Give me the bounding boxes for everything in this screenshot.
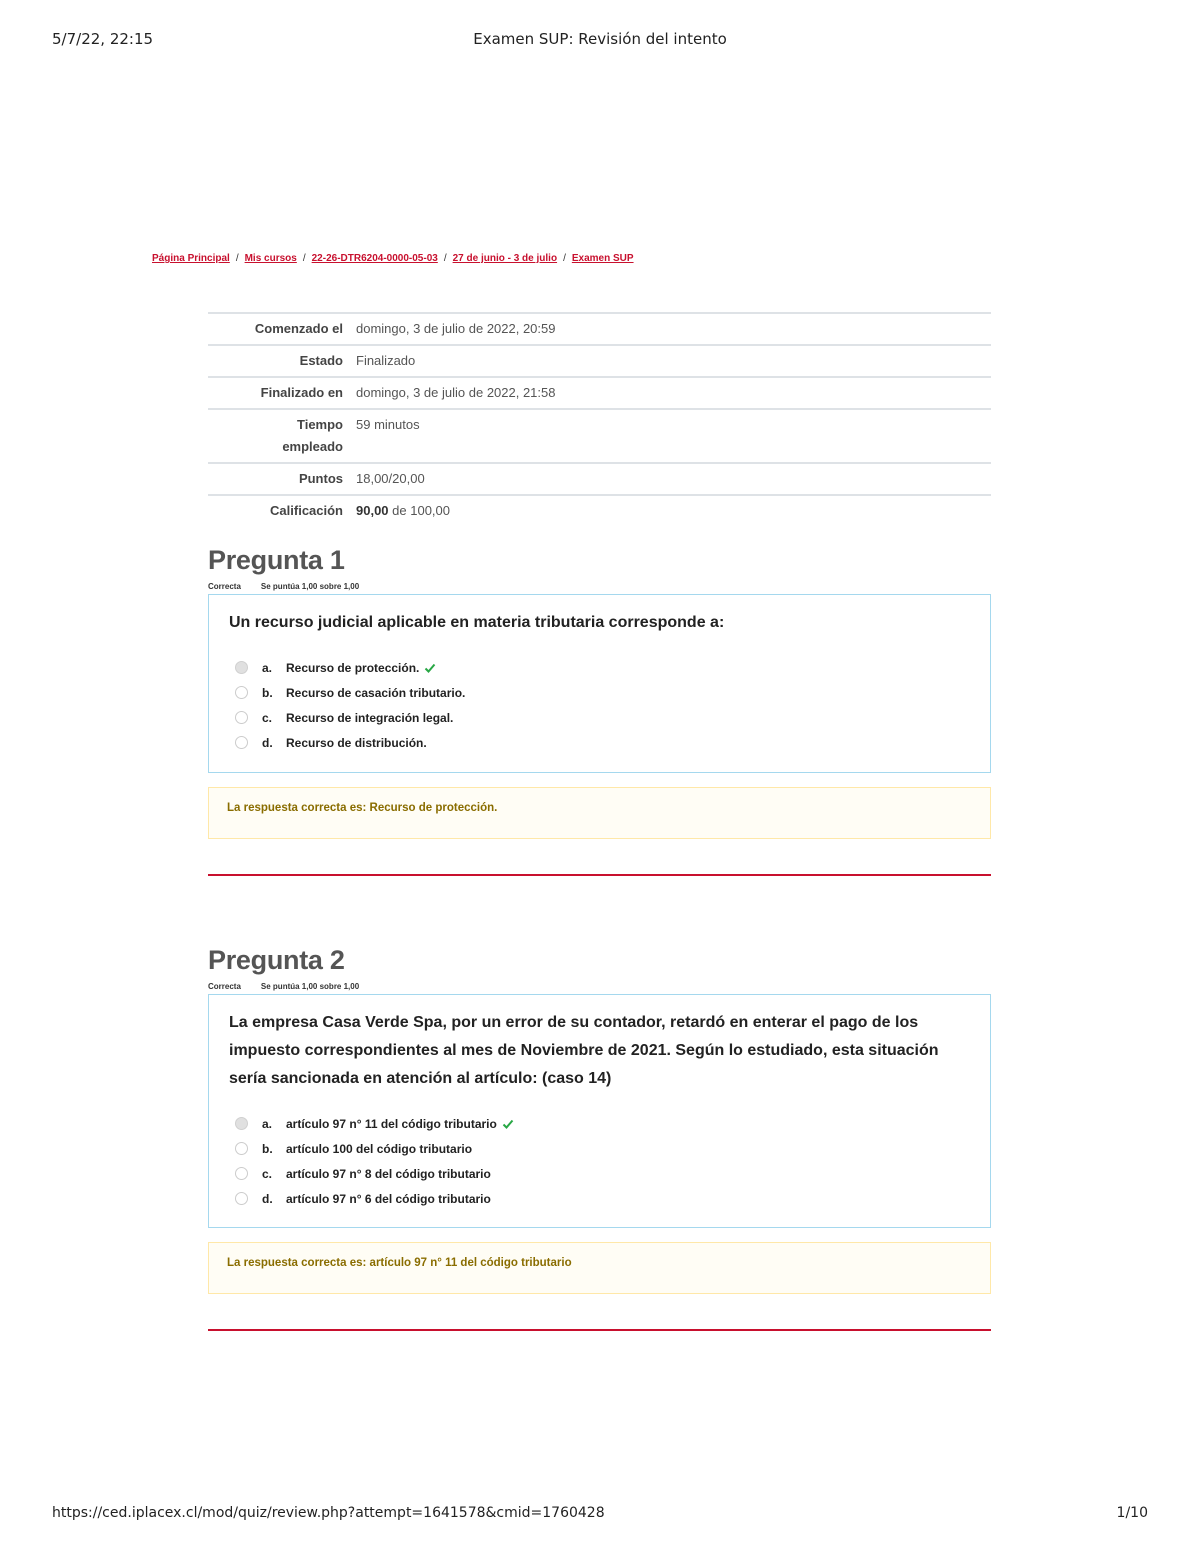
- breadcrumb-section[interactable]: 27 de junio - 3 de julio: [452, 253, 558, 264]
- started-label: Comenzado el: [208, 313, 350, 345]
- question-title: Pregunta 1: [208, 545, 345, 575]
- print-footer: [0, 1505, 1200, 1525]
- answer-text: Recurso de integración legal.: [286, 710, 454, 725]
- answer-list: [229, 655, 970, 755]
- answer-letter: b.: [262, 1141, 273, 1156]
- started-value: domingo, 3 de julio de 2022, 20:59: [350, 313, 991, 345]
- answer-letter: c.: [262, 1166, 273, 1181]
- time-value: 59 minutos: [350, 409, 991, 463]
- breadcrumb: [152, 253, 634, 264]
- question-status: Correcta: [208, 582, 241, 591]
- radio-button[interactable]: [235, 711, 248, 724]
- breadcrumb-course[interactable]: 22-26-DTR6204-0000-05-03: [311, 253, 438, 264]
- answer-option-c: [229, 705, 970, 730]
- summary-row-finished: [208, 377, 991, 409]
- breadcrumb-home[interactable]: Página Principal: [152, 253, 230, 264]
- answer-letter: a.: [262, 660, 273, 675]
- breadcrumb-quiz[interactable]: Examen SUP: [571, 253, 634, 264]
- correct-answer-feedback: La respuesta correcta es: artículo 97 n° 11 del código tributario: [208, 1242, 991, 1294]
- check-icon: [502, 1118, 514, 1130]
- question-meta: [208, 982, 991, 992]
- answer-text: artículo 97 n° 11 del código tributario: [286, 1116, 497, 1131]
- radio-button[interactable]: [235, 1142, 248, 1155]
- radio-button-selected[interactable]: [235, 1117, 248, 1130]
- answer-letter: c.: [262, 710, 273, 725]
- time-label-line1: Tiempo: [297, 417, 343, 432]
- question-1: [208, 545, 991, 876]
- question-divider: [208, 874, 991, 876]
- summary-row-grade: [208, 495, 991, 526]
- summary-row-time: [208, 409, 991, 463]
- finished-value: domingo, 3 de julio de 2022, 21:58: [350, 377, 991, 409]
- summary-row-points: [208, 463, 991, 495]
- question-box: [208, 594, 991, 773]
- answer-option-a: [229, 655, 970, 680]
- print-url: https://ced.iplacex.cl/mod/quiz/review.php?attempt=1641578&cmid=1760428: [52, 1505, 605, 1521]
- radio-button-selected[interactable]: [235, 661, 248, 674]
- breadcrumb-my-courses[interactable]: Mis cursos: [244, 253, 297, 264]
- question-title: Pregunta 2: [208, 945, 345, 975]
- summary-row-state: [208, 345, 991, 377]
- breadcrumb-separator: /: [443, 253, 447, 264]
- question-text: Un recurso judicial aplicable en materia tributaria corresponde a:: [229, 614, 725, 631]
- state-value: Finalizado: [350, 345, 991, 377]
- question-2: [208, 945, 991, 1331]
- print-page-number: 1/10: [1116, 1505, 1148, 1521]
- question-score: Se puntúa 1,00 sobre 1,00: [260, 582, 360, 591]
- time-label-line2: empleado: [282, 439, 343, 454]
- grade-score: 90,00: [356, 503, 389, 518]
- state-label: Estado: [208, 345, 350, 377]
- answer-letter: d.: [262, 1191, 273, 1206]
- grade-total: de 100,00: [388, 503, 450, 518]
- correct-answer-feedback: La respuesta correcta es: Recurso de protección.: [208, 787, 991, 839]
- answer-option-c: [229, 1161, 970, 1186]
- answer-option-a: [229, 1111, 970, 1136]
- breadcrumb-separator: /: [563, 253, 566, 264]
- answer-letter: a.: [262, 1116, 273, 1131]
- grade-value: [350, 495, 991, 526]
- answer-letter: b.: [262, 685, 273, 700]
- print-document-title: Examen SUP: Revisión del intento: [473, 30, 727, 48]
- summary-row-started: [208, 313, 991, 345]
- answer-text: Recurso de distribución.: [286, 735, 427, 750]
- attempt-summary-table: [208, 312, 991, 526]
- breadcrumb-separator: /: [235, 253, 239, 264]
- radio-button[interactable]: [235, 686, 248, 699]
- question-box: [208, 994, 991, 1228]
- check-icon: [424, 662, 436, 674]
- points-label: Puntos: [208, 463, 350, 495]
- answer-text: artículo 100 del código tributario: [286, 1141, 473, 1156]
- question-divider: [208, 1329, 991, 1331]
- points-value: 18,00/20,00: [350, 463, 991, 495]
- print-header: [0, 30, 1200, 50]
- breadcrumb-separator: /: [302, 253, 306, 264]
- time-label: [208, 409, 350, 463]
- question-text: La empresa Casa Verde Spa, por un error de su contador, retardó en enterar el pago de los impuesto correspondientes al mes de Noviembre de 2021. Según lo estudiado, esta situación sería sancionada en atención al artículo: (caso 14): [229, 1014, 939, 1087]
- answer-list: [229, 1111, 970, 1211]
- answer-option-b: [229, 680, 970, 705]
- radio-button[interactable]: [235, 1167, 248, 1180]
- grade-label: Calificación: [208, 495, 350, 526]
- question-meta: [208, 582, 991, 592]
- answer-option-d: [229, 730, 970, 755]
- print-datetime: 5/7/22, 22:15: [52, 30, 154, 48]
- answer-letter: d.: [262, 735, 273, 750]
- answer-option-d: [229, 1186, 970, 1211]
- finished-label: Finalizado en: [208, 377, 350, 409]
- question-status: Correcta: [208, 982, 241, 991]
- radio-button[interactable]: [235, 736, 248, 749]
- answer-option-b: [229, 1136, 970, 1161]
- answer-text: Recurso de protección.: [286, 660, 420, 675]
- answer-text: artículo 97 n° 8 del código tributario: [286, 1166, 491, 1181]
- answer-text: artículo 97 n° 6 del código tributario: [286, 1191, 491, 1206]
- answer-text: Recurso de casación tributario.: [286, 685, 466, 700]
- radio-button[interactable]: [235, 1192, 248, 1205]
- question-score: Se puntúa 1,00 sobre 1,00: [260, 982, 360, 991]
